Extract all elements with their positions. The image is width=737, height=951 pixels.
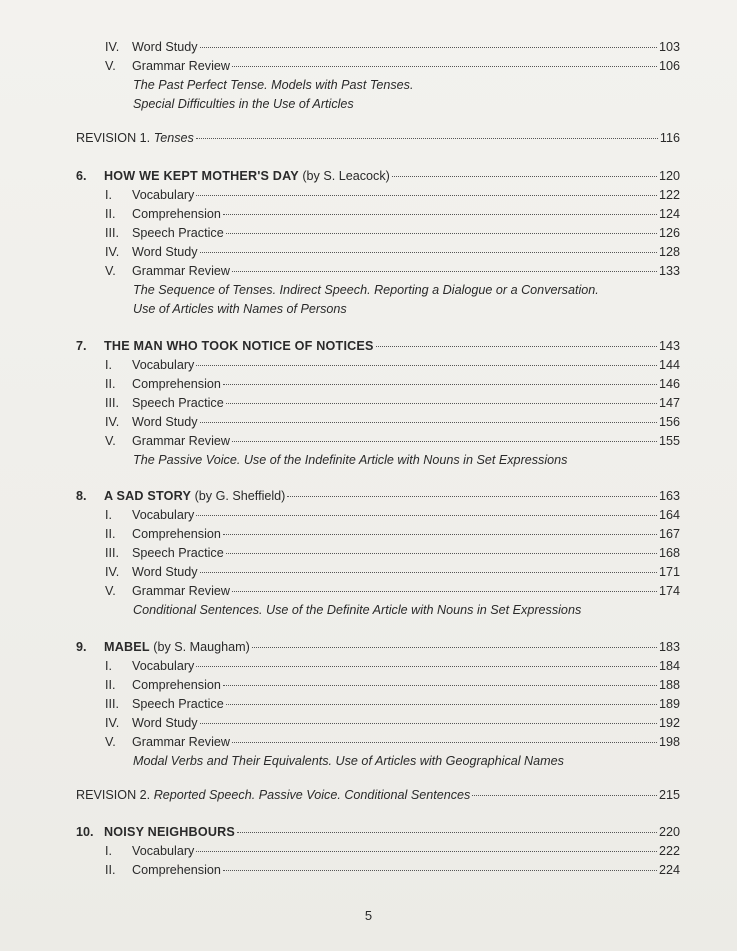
subsection-number: II. bbox=[105, 207, 116, 221]
page-ref: 192 bbox=[658, 716, 680, 730]
revision-title bbox=[76, 786, 470, 805]
toc-subsection-entry[interactable] bbox=[105, 657, 680, 676]
subsection-number: IV. bbox=[105, 716, 120, 730]
toc-chapter-entry[interactable] bbox=[76, 487, 680, 506]
dot-leader bbox=[232, 441, 657, 442]
subsection-number: V. bbox=[105, 264, 116, 278]
revision-topics: Reported Speech. Passive Voice. Conditional Sentences bbox=[153, 788, 471, 802]
subsection-number: V. bbox=[105, 735, 116, 749]
toc-chapter-entry[interactable] bbox=[76, 167, 680, 186]
chapter-title bbox=[104, 823, 235, 842]
toc-subsection-entry[interactable] bbox=[105, 205, 680, 224]
page-number: 5 bbox=[364, 908, 373, 923]
toc-subsection-entry[interactable] bbox=[105, 356, 680, 375]
toc-subsection-entry[interactable] bbox=[105, 695, 680, 714]
subsection-title: Vocabulary bbox=[132, 358, 195, 372]
dot-leader bbox=[200, 572, 657, 573]
dot-leader bbox=[472, 795, 657, 796]
chapter-title bbox=[104, 167, 390, 186]
subsection-number: I. bbox=[105, 659, 112, 673]
subsection-title: Grammar Review bbox=[132, 735, 230, 749]
dot-leader bbox=[223, 534, 657, 535]
subsection-number: III. bbox=[105, 226, 119, 240]
dot-leader bbox=[196, 666, 657, 667]
dot-leader bbox=[237, 832, 657, 833]
page-ref: 143 bbox=[658, 339, 680, 353]
toc-subsection-entry[interactable] bbox=[105, 861, 680, 880]
chapter-author: (by G. Sheffield) bbox=[191, 489, 286, 503]
section-note: The Sequence of Tenses. Indirect Speech. Reporting a Dialogue or a Conversation. bbox=[133, 283, 599, 297]
subsection-number: III. bbox=[105, 697, 119, 711]
page-ref: 167 bbox=[658, 527, 680, 541]
dot-leader bbox=[232, 66, 657, 67]
page-ref: 147 bbox=[658, 396, 680, 410]
dot-leader bbox=[392, 176, 657, 177]
page-ref: 220 bbox=[658, 825, 680, 839]
subsection-number: II. bbox=[105, 377, 116, 391]
chapter-title-text: HOW WE KEPT MOTHER'S DAY bbox=[104, 169, 299, 183]
subsection-number: I. bbox=[105, 508, 112, 522]
toc-subsection-entry[interactable] bbox=[105, 432, 680, 451]
chapter-title bbox=[104, 638, 250, 657]
page-ref: 171 bbox=[658, 565, 680, 579]
dot-leader bbox=[232, 742, 657, 743]
subsection-title: Vocabulary bbox=[132, 844, 195, 858]
page-ref: 146 bbox=[658, 377, 680, 391]
dot-leader bbox=[226, 403, 657, 404]
page-ref: 126 bbox=[658, 226, 680, 240]
dot-leader bbox=[223, 214, 657, 215]
dot-leader bbox=[200, 252, 657, 253]
subsection-number: IV. bbox=[105, 245, 120, 259]
revision-label: REVISION 2. bbox=[76, 788, 154, 802]
page-ref: 106 bbox=[658, 59, 680, 73]
page-ref: 188 bbox=[658, 678, 680, 692]
toc-chapter-entry[interactable] bbox=[76, 823, 680, 842]
subsection-title: Comprehension bbox=[132, 377, 221, 391]
dot-leader bbox=[200, 723, 657, 724]
subsection-number: III. bbox=[105, 546, 119, 560]
page-ref: 184 bbox=[658, 659, 680, 673]
toc-revision-entry[interactable] bbox=[76, 129, 680, 148]
dot-leader bbox=[226, 233, 657, 234]
page-ref: 156 bbox=[658, 415, 680, 429]
chapter-title bbox=[104, 487, 285, 506]
section-note: Special Difficulties in the Use of Articles bbox=[133, 97, 354, 111]
dot-leader bbox=[232, 591, 657, 592]
subsection-number: IV. bbox=[105, 565, 120, 579]
page-ref: 189 bbox=[658, 697, 680, 711]
dot-leader bbox=[196, 195, 657, 196]
toc-subsection-entry[interactable] bbox=[105, 394, 680, 413]
page-ref: 103 bbox=[658, 40, 680, 54]
dot-leader bbox=[287, 496, 657, 497]
subsection-number: III. bbox=[105, 396, 119, 410]
page-ref: 122 bbox=[658, 188, 680, 202]
subsection-title: Comprehension bbox=[132, 207, 221, 221]
dot-leader bbox=[223, 384, 657, 385]
chapter-title-text: NOISY NEIGHBOURS bbox=[104, 825, 236, 839]
dot-leader bbox=[196, 138, 658, 139]
toc-subsection-entry[interactable] bbox=[105, 582, 680, 601]
subsection-number: I. bbox=[105, 188, 112, 202]
toc-subsection-entry[interactable] bbox=[105, 733, 680, 752]
subsection-title: Comprehension bbox=[132, 678, 221, 692]
dot-leader bbox=[196, 851, 657, 852]
subsection-title: Speech Practice bbox=[132, 226, 224, 240]
dot-leader bbox=[376, 346, 657, 347]
page-ref: 144 bbox=[658, 358, 680, 372]
page-ref: 198 bbox=[658, 735, 680, 749]
page-ref: 116 bbox=[659, 131, 680, 145]
chapter-number: 6. bbox=[76, 169, 87, 183]
subsection-title: Comprehension bbox=[132, 863, 221, 877]
page-ref: 183 bbox=[658, 640, 680, 654]
subsection-number: II. bbox=[105, 527, 116, 541]
subsection-number: I. bbox=[105, 358, 112, 372]
page-ref: 164 bbox=[658, 508, 680, 522]
toc-chapter-entry[interactable] bbox=[76, 337, 680, 356]
toc-chapter-entry[interactable] bbox=[76, 638, 680, 657]
subsection-number: V. bbox=[105, 59, 116, 73]
page-ref: 128 bbox=[658, 245, 680, 259]
chapter-title bbox=[104, 337, 374, 356]
subsection-number: I. bbox=[105, 844, 112, 858]
toc-subsection-entry[interactable] bbox=[105, 243, 680, 262]
subsection-title: Grammar Review bbox=[132, 434, 230, 448]
toc-subsection-entry[interactable] bbox=[105, 38, 680, 57]
subsection-title: Vocabulary bbox=[132, 659, 195, 673]
dot-leader bbox=[200, 422, 657, 423]
dot-leader bbox=[223, 685, 657, 686]
chapter-title-text: A SAD STORY bbox=[104, 489, 192, 503]
section-note: Modal Verbs and Their Equivalents. Use of Articles with Geographical Names bbox=[133, 754, 564, 768]
toc-subsection-entry[interactable] bbox=[105, 525, 680, 544]
subsection-title: Vocabulary bbox=[132, 508, 195, 522]
subsection-title: Comprehension bbox=[132, 527, 221, 541]
dot-leader bbox=[196, 515, 657, 516]
chapter-number: 7. bbox=[76, 339, 87, 353]
subsection-title: Grammar Review bbox=[132, 264, 230, 278]
subsection-title: Word Study bbox=[132, 415, 198, 429]
toc-subsection-entry[interactable] bbox=[105, 57, 680, 76]
toc-subsection-entry[interactable] bbox=[105, 714, 680, 733]
chapter-author: (by S. Leacock) bbox=[298, 169, 390, 183]
subsection-number: IV. bbox=[105, 40, 120, 54]
toc-subsection-entry[interactable] bbox=[105, 413, 680, 432]
page-ref: 215 bbox=[658, 788, 680, 802]
section-note: The Passive Voice. Use of the Indefinite Article with Nouns in Set Expressions bbox=[133, 453, 568, 467]
chapter-number: 10. bbox=[76, 825, 94, 839]
subsection-title: Speech Practice bbox=[132, 697, 224, 711]
page-ref: 163 bbox=[658, 489, 680, 503]
subsection-title: Word Study bbox=[132, 40, 198, 54]
subsection-title: Speech Practice bbox=[132, 546, 224, 560]
page-ref: 222 bbox=[658, 844, 680, 858]
chapter-number: 9. bbox=[76, 640, 87, 654]
subsection-number: V. bbox=[105, 584, 116, 598]
subsection-title: Word Study bbox=[132, 716, 198, 730]
revision-label: REVISION 1. bbox=[76, 131, 154, 145]
revision-title bbox=[76, 129, 194, 148]
toc-subsection-entry[interactable] bbox=[105, 676, 680, 695]
revision-topics: Tenses bbox=[153, 131, 194, 145]
toc-subsection-entry[interactable] bbox=[105, 186, 680, 205]
subsection-number: II. bbox=[105, 678, 116, 692]
subsection-title: Word Study bbox=[132, 565, 198, 579]
section-note: Use of Articles with Names of Persons bbox=[133, 302, 347, 316]
page-ref: 120 bbox=[658, 169, 680, 183]
dot-leader bbox=[200, 47, 657, 48]
toc-subsection-entry[interactable] bbox=[105, 262, 680, 281]
section-note: The Past Perfect Tense. Models with Past Tenses. bbox=[133, 78, 414, 92]
chapter-number: 8. bbox=[76, 489, 87, 503]
page-ref: 155 bbox=[658, 434, 680, 448]
toc-revision-entry[interactable] bbox=[76, 786, 680, 805]
toc-subsection-entry[interactable] bbox=[105, 563, 680, 582]
toc-subsection-entry[interactable] bbox=[105, 544, 680, 563]
toc-subsection-entry[interactable] bbox=[105, 506, 680, 525]
subsection-title: Grammar Review bbox=[132, 59, 230, 73]
chapter-author: (by S. Maugham) bbox=[149, 640, 250, 654]
dot-leader bbox=[196, 365, 657, 366]
page-ref: 133 bbox=[658, 264, 680, 278]
section-note: Conditional Sentences. Use of the Definite Article with Nouns in Set Expressions bbox=[133, 603, 582, 617]
chapter-title-text: THE MAN WHO TOOK NOTICE OF NOTICES bbox=[104, 339, 374, 353]
toc-subsection-entry[interactable] bbox=[105, 375, 680, 394]
subsection-title: Word Study bbox=[132, 245, 198, 259]
page-ref: 224 bbox=[658, 863, 680, 877]
toc-subsection-entry[interactable] bbox=[105, 224, 680, 243]
dot-leader bbox=[226, 553, 657, 554]
dot-leader bbox=[252, 647, 657, 648]
toc-subsection-entry[interactable] bbox=[105, 842, 680, 861]
subsection-number: IV. bbox=[105, 415, 120, 429]
dot-leader bbox=[226, 704, 657, 705]
subsection-title: Grammar Review bbox=[132, 584, 230, 598]
page-ref: 174 bbox=[658, 584, 680, 598]
subsection-number: II. bbox=[105, 863, 116, 877]
subsection-title: Speech Practice bbox=[132, 396, 224, 410]
subsection-number: V. bbox=[105, 434, 116, 448]
dot-leader bbox=[223, 870, 657, 871]
page-ref: 124 bbox=[658, 207, 680, 221]
dot-leader bbox=[232, 271, 657, 272]
subsection-title: Vocabulary bbox=[132, 188, 195, 202]
page-ref: 168 bbox=[658, 546, 680, 560]
chapter-title-text: MABEL bbox=[104, 640, 150, 654]
